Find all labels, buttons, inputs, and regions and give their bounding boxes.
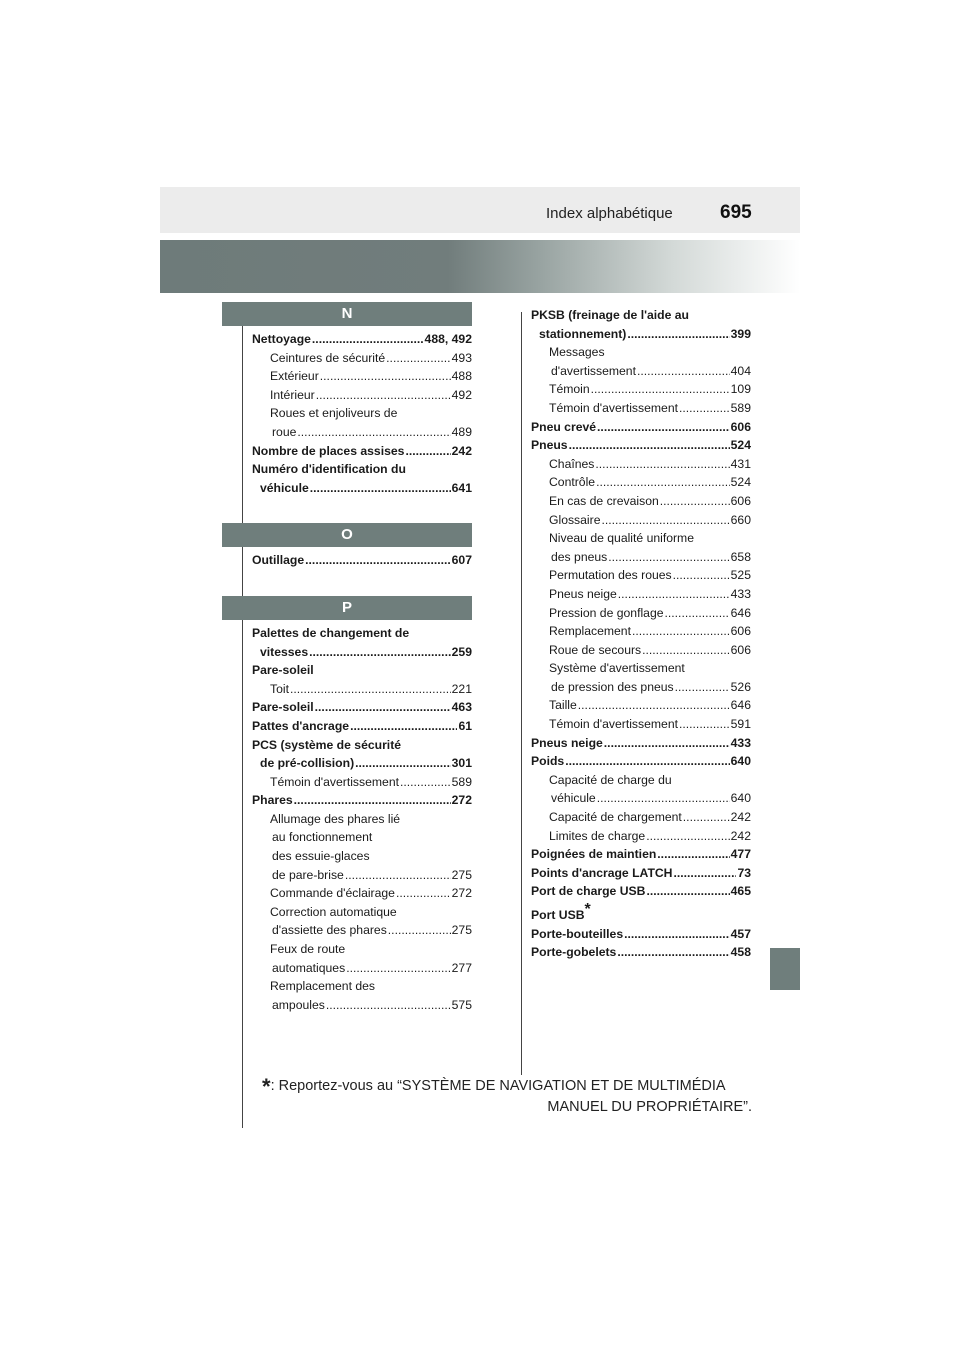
index-subentry-line: Feux de route <box>270 942 346 957</box>
index-subentry: Roue de secours ..... 606 <box>531 641 751 660</box>
index-entry: Port de charge USB ..... 465 <box>531 882 751 901</box>
index-entry: Porte-gobelets ..... 458 <box>531 943 751 962</box>
index-entry-line: Port USB* <box>531 901 591 922</box>
index-entry: de pré-collision) ..... 301 <box>252 754 472 773</box>
index-subentry: Glossaire ..... 660 <box>531 511 751 530</box>
index-subentry: ampoules ..... 575 <box>252 996 472 1015</box>
index-entry: Porte-bouteilles ..... 457 <box>531 925 751 944</box>
index-subentry: Extérieur ..... 488 <box>252 367 472 386</box>
page-title: Index alphabétique <box>546 205 673 222</box>
section-header-p: P <box>222 596 472 620</box>
index-entry: stationnement) ..... 399 <box>531 325 751 344</box>
section-header-n: N <box>222 302 472 326</box>
header-banner <box>160 240 800 293</box>
index-entry-line: PKSB (freinage de l'aide au <box>531 308 689 322</box>
section-header-o: O <box>222 523 472 547</box>
index-entry: Phares ..... 272 <box>252 791 472 810</box>
footnote-line-2: MANUEL DU PROPRIÉTAIRE”. <box>547 1099 752 1115</box>
index-subentry: roue ..... 489 <box>252 423 472 442</box>
footnote-line-1: : Reportez-vous au “SYSTÈME DE NAVIGATION ET DE MULTIMÉDIA <box>270 1078 726 1094</box>
index-subentry-line: Niveau de qualité uniforme <box>549 531 694 546</box>
index-entry-line: PCS (système de sécurité <box>252 737 402 752</box>
index-entry: Poignées de maintien ..... 477 <box>531 845 751 864</box>
index-entry: Pattes d'ancrage ..... 61 <box>252 717 472 736</box>
index-subentry: Chaînes ..... 431 <box>531 455 751 474</box>
index-subentry-line: Allumage des phares lié <box>270 811 401 826</box>
index-subentry-line: des essuie-glaces <box>272 849 370 864</box>
index-entry: Poids ..... 640 <box>531 752 751 771</box>
index-entry: véhicule ..... 641 <box>252 479 472 498</box>
index-entry: vitesses ..... 259 <box>252 643 472 662</box>
index-subentry: En cas de crevaison ..... 606 <box>531 492 751 511</box>
footnote-marker: * <box>584 901 591 918</box>
footnote <box>262 1076 752 1117</box>
index-subentry: d'assiette des phares ..... 275 <box>252 921 472 940</box>
index-entry-line: Pare-soleil <box>252 663 314 678</box>
index-subentry: véhicule ..... 640 <box>531 789 751 808</box>
index-subentry: Témoin ..... 109 <box>531 380 751 399</box>
index-subentry-line: Messages <box>549 345 605 360</box>
section-thumb-tab <box>770 948 800 990</box>
index-subentry: Remplacement ..... 606 <box>531 622 751 641</box>
index-column-right <box>531 306 751 962</box>
index-subentry: Permutation des roues ..... 525 <box>531 566 751 585</box>
index-subentry: Ceintures de sécurité ..... 493 <box>252 349 472 368</box>
index-subentry: Toit ..... 221 <box>252 680 472 699</box>
index-subentry: des pneus ..... 658 <box>531 548 751 567</box>
index-subentry: Pneus neige ..... 433 <box>531 585 751 604</box>
index-subentry-line: au fonctionnement <box>272 830 373 845</box>
header-strip <box>160 187 800 233</box>
index-entry: Outillage ..... 607 <box>252 551 472 570</box>
index-entry-line: Palettes de changement de <box>252 625 410 640</box>
left-margin-rule <box>242 318 243 1128</box>
index-subentry: Témoin d'avertissement ..... 589 <box>531 399 751 418</box>
index-entry: Pneus ..... 524 <box>531 436 751 455</box>
index-subentry: Capacité de chargement ..... 242 <box>531 808 751 827</box>
index-subentry: de pression des pneus ..... 526 <box>531 678 751 697</box>
index-subentry-line: Capacité de charge du <box>549 772 672 787</box>
index-subentry-line: Système d'avertissement <box>549 661 685 676</box>
index-entry: Nettoyage ..... 488, 492 <box>252 330 472 349</box>
index-entry: Pare-soleil ..... 463 <box>252 698 472 717</box>
index-subentry: d'avertissement ..... 404 <box>531 362 751 381</box>
index-subentry-line: Remplacement des <box>270 979 375 994</box>
footnote-star: * <box>262 1074 271 1099</box>
index-subentry: Contrôle ..... 524 <box>531 473 751 492</box>
index-subentry-line: Roues et enjoliveurs de <box>270 406 398 421</box>
index-subentry-line: Correction automatique <box>270 904 397 919</box>
index-subentry: Pression de gonflage ..... 646 <box>531 604 751 623</box>
index-subentry: Taille ..... 646 <box>531 696 751 715</box>
index-subentry: Limites de charge ..... 242 <box>531 827 751 846</box>
index-subentry: automatiques ..... 277 <box>252 959 472 978</box>
index-subentry: Témoin d'avertissement ..... 589 <box>252 773 472 792</box>
index-entry: Nombre de places assises ..... 242 <box>252 442 472 461</box>
index-subentry: Intérieur ..... 492 <box>252 386 472 405</box>
index-entry-line: Numéro d'identification du <box>252 462 406 477</box>
index-column-left <box>252 302 472 1014</box>
index-subentry: Commande d'éclairage ..... 272 <box>252 884 472 903</box>
index-subentry: Témoin d'avertissement ..... 591 <box>531 715 751 734</box>
page-number: 695 <box>720 202 752 223</box>
index-subentry: de pare-brise ..... 275 <box>252 866 472 885</box>
index-entry: Points d'ancrage LATCH ..... 73 <box>531 864 751 883</box>
index-entry: Pneu crevé ..... 606 <box>531 418 751 437</box>
column-divider <box>521 312 522 1075</box>
index-entry: Pneus neige ..... 433 <box>531 734 751 753</box>
